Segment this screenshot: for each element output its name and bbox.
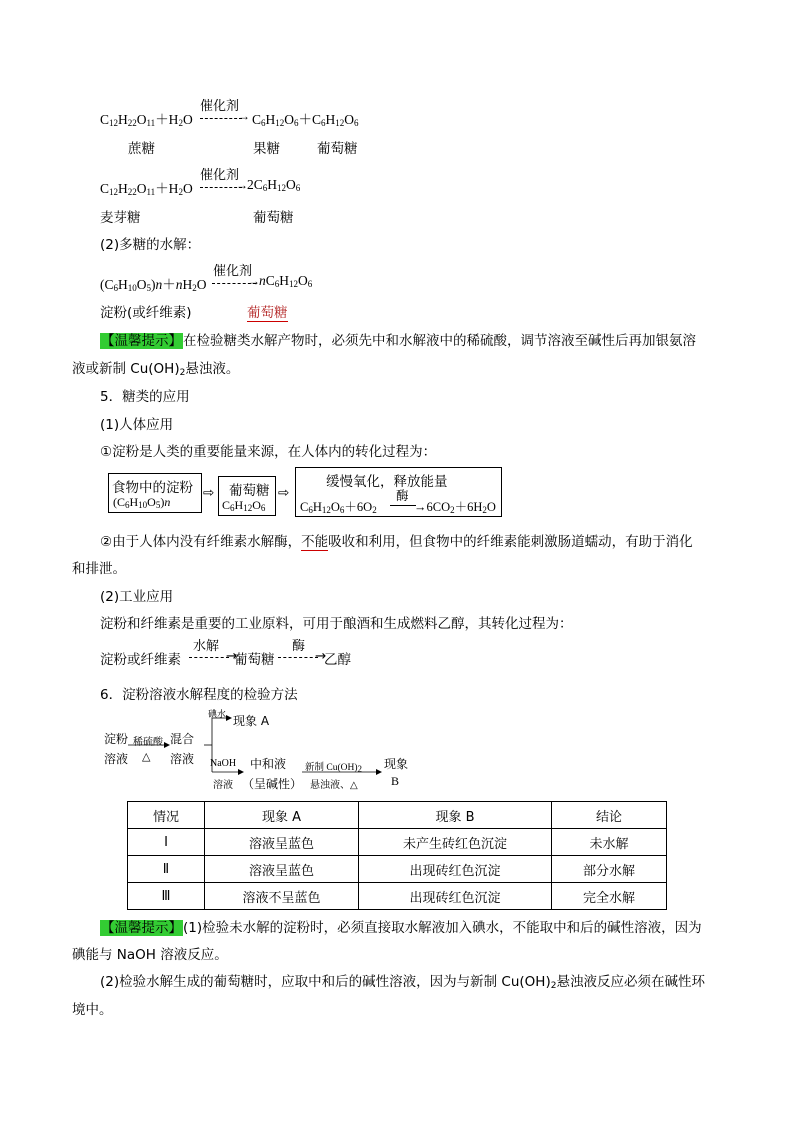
scheme-cuoh: 新制 $Cu(OH)_2$ (305, 763, 363, 774)
point2-line2: 和排泄。 (72, 561, 126, 577)
scheme-heat: △ (142, 750, 151, 763)
eq2-arrowhead: → (236, 178, 248, 192)
eq1-rhs: $C_6H_{12}O_6+C_6H_{12}O_6$ (252, 112, 359, 128)
eq2-catalyst: 催化剂 (200, 168, 240, 183)
industry-start: 淀粉或纤维素 (100, 652, 181, 668)
table-cell: 溶液不呈蓝色 (205, 883, 359, 910)
flow-box-oxidation (295, 467, 502, 517)
scheme-naoh-2: 溶液 (213, 780, 233, 791)
eq1-lhs: $C_{12}H_{22}O_{11}+H_2O$ (100, 112, 193, 128)
table-cell: Ⅰ (128, 829, 205, 856)
industry-arrowhead1: → (226, 648, 238, 664)
sub2-heading: (2)工业应用 (100, 589, 174, 605)
eq2-rhs: $2C_6H_{12}O_6$ (247, 177, 301, 193)
industry-end: 乙醇 (324, 652, 351, 668)
table-cell: 溶液呈蓝色 (205, 829, 359, 856)
scheme-naoh-1: NaOH (210, 758, 237, 769)
table-cell: 溶液呈蓝色 (205, 856, 359, 883)
tip1-text1: 在检验糖类水解产物时，必须先中和水解液中的稀硫酸，调节溶液至碱性后再加银氨溶 (183, 333, 696, 349)
industry-text: 淀粉和纤维素是重要的工业原料，可用于酿酒和生成燃料乙醇，其转化过程为： (100, 616, 573, 632)
eq1-name-sucrose: 蔗糖 (128, 141, 155, 157)
flow-box1-line2: $(C_6H_{10}O_5)n$ (113, 495, 171, 510)
scheme-acid: 稀硫酸 (133, 737, 163, 748)
flow-box3-enzyme: 酶 (396, 488, 409, 503)
flow-box3-eq-rhs: $\to 6CO_2+6H_2O$ (414, 500, 496, 515)
point2-post: 吸收和利用，但食物中的纤维素能刺激肠道蠕动，有助于消化 (328, 534, 693, 550)
table-cell: 出现砖红色沉淀 (359, 856, 552, 883)
tip2-label: 【温馨提示】 (101, 920, 182, 936)
flow-box2-line2: $C_6H_{12}O_6$ (222, 498, 266, 513)
table-cell: 未产生砖红色沉淀 (359, 829, 552, 856)
table-cell: 完全水解 (552, 883, 667, 910)
tip2-line1 (100, 916, 702, 936)
industry-arrowhead2: → (315, 648, 327, 664)
sub1-heading: (1)人体应用 (100, 417, 174, 433)
scheme-mix-2: 溶液 (170, 752, 195, 766)
table-header: 现象 A (205, 802, 359, 829)
industry-arrow1 (189, 657, 229, 658)
industry-cond2: 酶 (292, 639, 306, 654)
table-header: 现象 B (359, 802, 552, 829)
point1-text: ①淀粉是人类的重要能量来源，在人体内的转化过程为： (100, 444, 437, 460)
flow-box3-eq-lhs: $C_6H_{12}O_6+6O_2$ (300, 500, 377, 515)
flow-box3-line1: 缓慢氧化，释放能量 (326, 474, 448, 490)
tip1-line1 (100, 329, 696, 349)
scheme-neutral-2: （呈碱性） (242, 777, 303, 791)
eq3-name-glucose: 葡萄糖 (247, 301, 288, 322)
table-cell: 未水解 (552, 829, 667, 856)
eq3-rhs: $nC_6H_{12}O_6$ (259, 273, 313, 289)
industry-cond1: 水解 (193, 639, 220, 654)
eq1-name-fructose: 果糖 (253, 141, 280, 157)
scheme-mix-1: 混合 (170, 732, 195, 746)
eq3-name-starch: 淀粉(或纤维素) (100, 305, 192, 321)
flow-box-starch (108, 473, 202, 513)
table-header-row (128, 802, 667, 829)
table-header: 结论 (552, 802, 667, 829)
hydrolysis-table (127, 801, 667, 910)
tip1-label: 【温馨提示】 (101, 333, 182, 349)
table-cell: Ⅲ (128, 883, 205, 910)
eq2-name-glucose: 葡萄糖 (253, 210, 294, 226)
eq1-name-glucose: 葡萄糖 (317, 141, 358, 157)
eq3-catalyst: 催化剂 (213, 264, 253, 279)
eq1-arrow (200, 118, 242, 119)
flow-arrow-2: ⇨ (278, 485, 290, 501)
scheme-arrowhead-cuoh (376, 769, 382, 775)
tip2-text1: (1)检验未水解的淀粉时，必须直接取水解液加入碘水，不能取中和后的碱性溶液，因为 (183, 920, 702, 936)
table-cell: 部分水解 (552, 856, 667, 883)
polysaccharide-heading: (2)多糖的水解： (100, 237, 201, 253)
scheme-neutral-1: 中和液 (250, 757, 287, 771)
table-row (128, 856, 667, 883)
flow-box-glucose (218, 476, 276, 516)
table-header: 情况 (128, 802, 205, 829)
eq3-lhs: $(C_6H_{10}O_5)n+nH_2O$ (100, 277, 207, 293)
point2-pre: ②由于人体内没有纤维素水解酶， (100, 534, 302, 550)
scheme-starch-1: 淀粉 (104, 732, 129, 746)
scheme-cuoh2: 悬浊液、△ (310, 780, 358, 791)
table-cell: Ⅱ (128, 856, 205, 883)
tip1-line2: 液或新制 $Cu(OH)_2$悬浊液。 (72, 361, 240, 378)
scheme-arrowhead-iodine (226, 715, 232, 721)
table-row (128, 883, 667, 910)
scheme-starch-2: 溶液 (104, 752, 129, 766)
eq2-lhs: $C_{12}H_{22}O_{11}+H_2O$ (100, 181, 193, 197)
table-row (128, 829, 667, 856)
eq1-catalyst: 催化剂 (200, 99, 240, 114)
scheme-phenB-1: 现象 (384, 757, 409, 771)
tip2-line2: 碘能与 NaOH 溶液反应。 (72, 947, 228, 963)
flow-box2-line1: 葡萄糖 (229, 483, 270, 499)
section5-heading: 5．糖类的应用 (100, 389, 190, 405)
eq1-arrowhead: → (238, 109, 250, 123)
eq2-name-maltose: 麦芽糖 (100, 210, 141, 226)
flow-arrow-1: ⇨ (203, 485, 215, 501)
eq3-arrowhead: → (248, 274, 260, 288)
table-cell: 出现砖红色沉淀 (359, 883, 552, 910)
point2-marked: 不能 (301, 534, 329, 550)
scheme-phenA: 现象 A (233, 714, 270, 728)
point2-line1 (100, 530, 693, 550)
section6-heading: 6．淀粉溶液水解程度的检验方法 (100, 687, 298, 703)
flow-box3-arrow (390, 505, 416, 506)
tip2-line4: 境中。 (72, 1002, 113, 1018)
flow-box1-line1: 食物中的淀粉 (112, 480, 193, 496)
tip2-line3: (2)检验水解生成的葡萄糖时，应取中和后的碱性溶液，因为与新制 $Cu(OH)_2$悬浊液反应必须在碱性环 (100, 974, 705, 991)
scheme-iodine: 碘水 (208, 710, 227, 720)
industry-mid: 葡萄糖 (234, 652, 275, 668)
scheme-phenB-2: B (391, 774, 400, 788)
industry-arrow2 (278, 657, 318, 658)
